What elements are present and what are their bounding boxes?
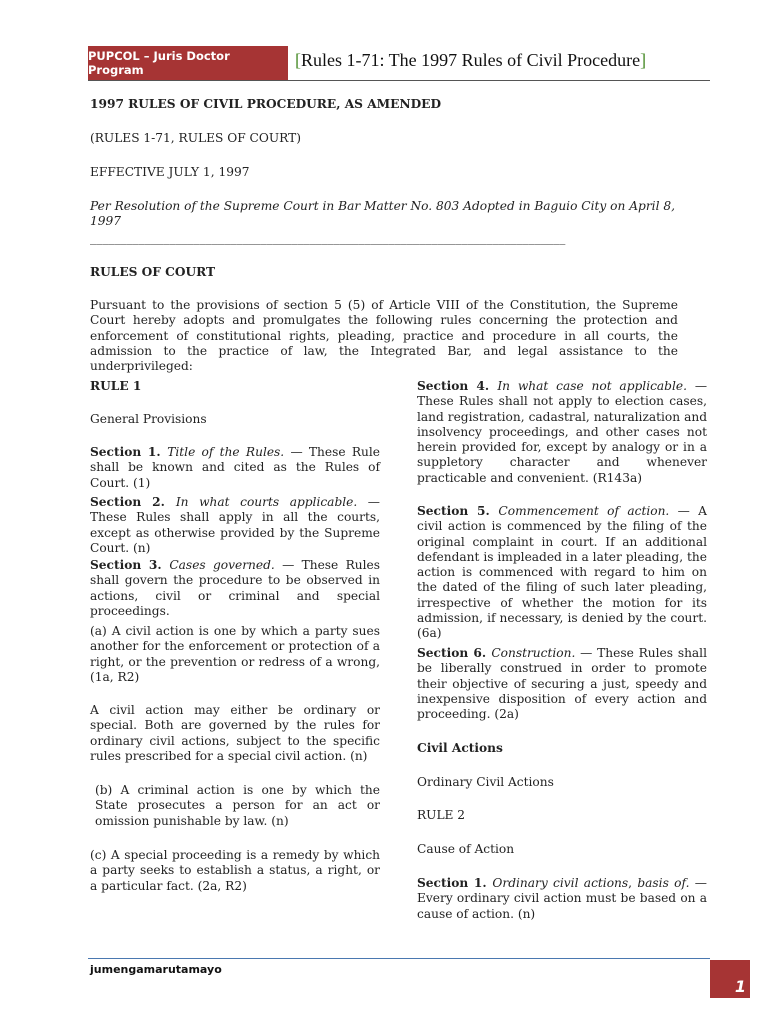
rules-of-court-heading: RULES OF COURT <box>90 265 216 279</box>
rule-2-section-1-title: Ordinary civil actions <box>492 876 629 890</box>
footer-author: jumengamarutamayo <box>90 963 222 976</box>
section-2-label: Section 2 <box>90 495 161 509</box>
section-4-title: In what case not applicable. <box>497 379 687 393</box>
section-6: Section 6. Construction. — These Rules shall be liberally construed in order to promote their objective of securing a just, speedy and inexpensive disposition of every action and proceeding. (2a) <box>417 646 707 722</box>
section-6-text: — These Rules shall be liberally construed in order to promote their objective of securing a just, speedy and inexpensive disposition of every action and proceeding. (2a) <box>417 646 707 722</box>
page-number: 1 <box>734 977 746 996</box>
cause-of-action: Cause of Action <box>417 842 515 856</box>
program-label-band <box>88 46 288 80</box>
close-bracket: ] <box>640 50 647 70</box>
section-3-c: (c) A special proceeding is a remedy by which a party seeks to establish a status, a right, or a particular fact. (2a, R2) <box>90 848 380 893</box>
separator-line: ______________________________________________________________________________ <box>90 231 566 245</box>
section-4-text: — These Rules shall not apply to election cases, land registration, cadastral, naturalization and insolvency proceedings, and other cases not herein provided for, except by analogy or in a suppletory character and whenever practicable and convenient. (R143a) <box>417 379 708 485</box>
open-bracket: [ <box>295 50 301 70</box>
section-5: Section 5. Commencement of action. — A civil action is commenced by the filing of the original complaint in court. If an additional defendant is impleaded in a later pleading, the action is commenced with regard to him on the dated of the filing of such later pleading, irrespective of whether the motion for its admission, if necessary, is denied by the court. (6a) <box>417 504 707 641</box>
section-6-label: Section 6 <box>417 646 482 660</box>
header-rule <box>88 80 710 81</box>
program-label: PUPCOL – Juris Doctor Program <box>88 49 230 77</box>
document-title <box>295 50 646 71</box>
effective-date: EFFECTIVE JULY 1, 1997 <box>90 165 250 179</box>
rule-2-section-1-title2: basis of. <box>637 876 690 890</box>
general-provisions: General Provisions <box>90 412 207 426</box>
section-2-text: — These Rules shall apply in all the courts, except as otherwise provided by the Supreme Court. (n) <box>90 495 380 555</box>
section-1-text: — These Rule shall be known and cited as the Rules of Court. (1) <box>90 445 380 490</box>
section-2-title: In what courts applicable. <box>175 495 358 509</box>
section-3-b: (b) A criminal action is one by which the State prosecutes a person for an act or omission punishable by law. (n) <box>95 783 380 828</box>
section-1-label: Section 1 <box>90 445 157 459</box>
section-1-title: Title of the Rules. <box>167 445 285 459</box>
section-1: Section 1. Title of the Rules. — These Rule shall be known and cited as the Rules of Court. (1) <box>90 445 380 490</box>
rule-2-section-1: Section 1. Ordinary civil actions, basis of. — Every ordinary civil action must be based on a cause of action. (n) <box>417 876 707 921</box>
section-3-a: (a) A civil action is one by which a party sues another for the enforcement or protection of a right, or the prevention or redress of a wrong, (1a, R2) <box>90 624 380 684</box>
section-3: Section 3. Cases governed. — These Rules shall govern the procedure to be observed in actions, civil or criminal and special proceedings. <box>90 558 380 618</box>
section-5-label: Section 5 <box>417 504 486 518</box>
rule-2-section-1-text: — Every ordinary civil action must be based on a cause of action. (n) <box>417 876 707 921</box>
section-2: Section 2. In what courts applicable. — These Rules shall apply in all the courts, except as otherwise provided by the Supreme Court. (n) <box>90 495 380 555</box>
section-5-text: — A civil action is commenced by the filing of the original complaint in court. If an additional defendant is impleaded in a later pleading, the action is commenced with regard to him on the dated of the filing of such later pleading, irrespective of whether the motion for its admission, if necessary, is denied by the court. (6a) <box>417 504 707 641</box>
preamble-paragraph: Pursuant to the provisions of section 5 (5) of Article VIII of the Constitution, the Supreme Court hereby adopts and promulgates the following rules concerning the protection and enforcement of constitutional rights, pleading, practice and procedure in all courts, the admission to the practice of law, the Integrated Bar, and legal assistance to the underprivileged: <box>90 298 678 374</box>
page-number-box <box>710 960 750 998</box>
section-3-label: Section 3 <box>90 558 158 572</box>
section-3-text: — These Rules shall govern the procedure to be observed in actions, civil or criminal and special proceedings. <box>90 558 380 618</box>
resolution-line: Per Resolution of the Supreme Court in Bar Matter No. 803 Adopted in Baguio City on April 8, 1997 <box>90 199 675 229</box>
rule-2-heading: RULE 2 <box>417 808 466 822</box>
ordinary-civil-actions: Ordinary Civil Actions <box>417 775 554 789</box>
rule-2-section-1-label: Section 1 <box>417 876 483 890</box>
main-heading: 1997 RULES OF CIVIL PROCEDURE, AS AMENDED <box>90 97 442 111</box>
section-5-title: Commencement of action. <box>498 504 670 518</box>
sub-heading: (RULES 1-71, RULES OF COURT) <box>90 131 301 145</box>
section-3-title: Cases governed. <box>169 558 275 572</box>
section-3-a-note: A civil action may either be ordinary or special. Both are governed by the rules for ordinary civil actions, subject to the specific rules prescribed for a special civil action. (n) <box>90 703 380 763</box>
section-6-title: Construction. <box>491 646 576 660</box>
civil-actions-heading: Civil Actions <box>417 741 503 755</box>
section-4-label: Section 4 <box>417 379 485 393</box>
rule-1-heading: RULE 1 <box>90 379 142 393</box>
section-4: Section 4. In what case not applicable. — These Rules shall not apply to election cases, land registration, cadastral, naturalization and insolvency proceedings, and other cases not herein provided for, except by analogy or in a suppletory character and whenever practicable and convenient. (R143a) <box>417 379 708 485</box>
footer-rule <box>88 958 710 959</box>
title-text: Rules 1-71: The 1997 Rules of Civil Procedure <box>301 50 641 70</box>
